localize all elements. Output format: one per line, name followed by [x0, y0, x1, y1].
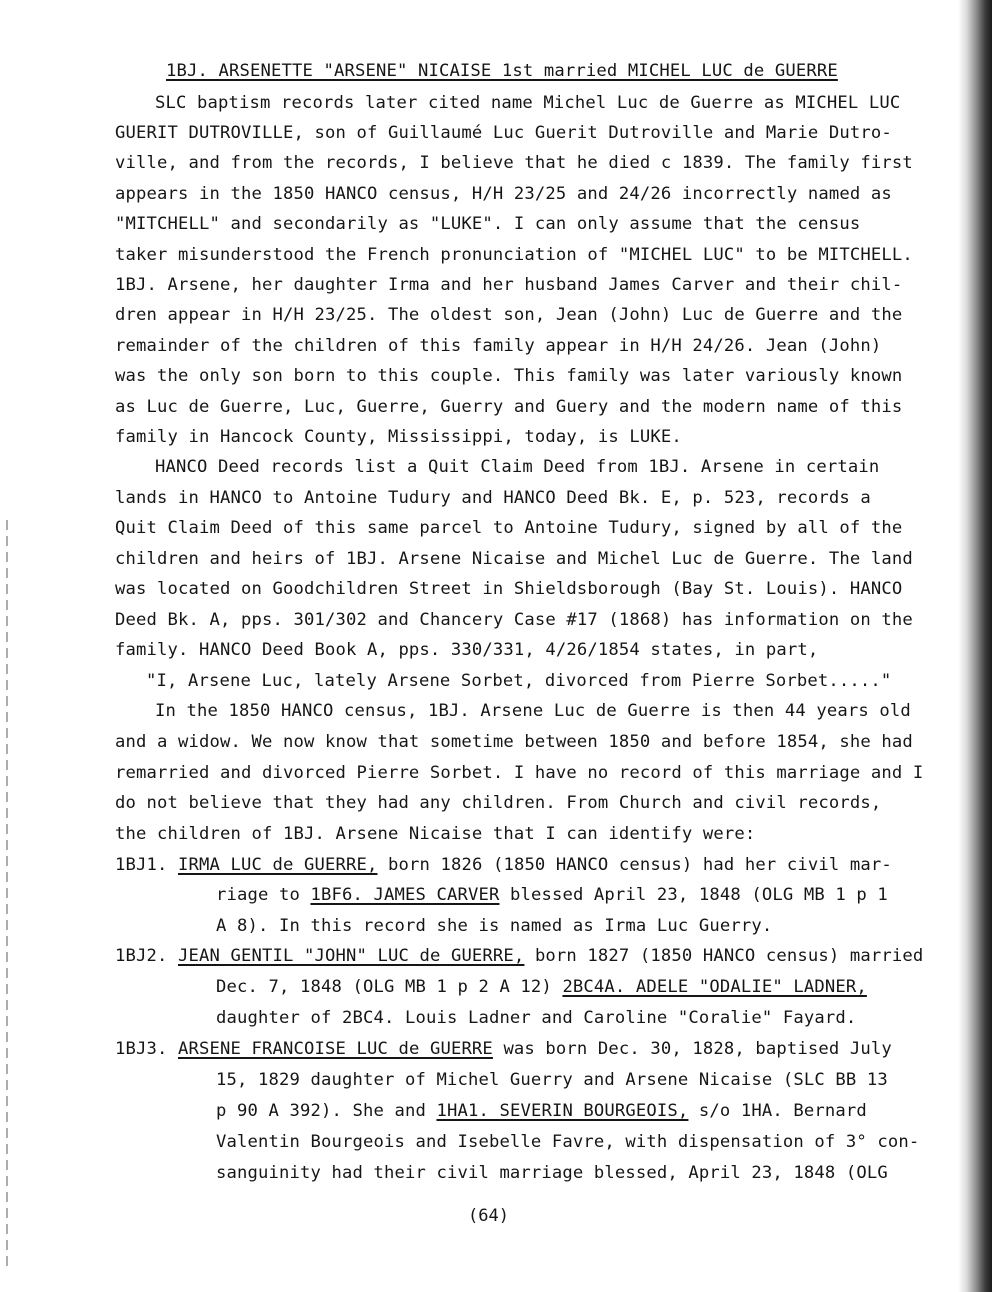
entry-text: riage to: [216, 885, 300, 905]
paragraph-line: as Luc de Guerre, Luc, Guerre, Guerry and Guery and the modern name of this: [115, 397, 903, 417]
paragraph-line: remarried and divorced Pierre Sorbet. I have no record of this marriage and I: [115, 763, 924, 783]
entry-name: JEAN GENTIL "JOHN" LUC de GUERRE,: [178, 946, 525, 966]
paragraph-line: the children of 1BJ. Arsene Nicaise that I can identify were:: [115, 824, 756, 844]
entry-text: born 1826 (1850 HANCO census) had her civil mar-: [387, 855, 892, 875]
entry-text: was born Dec. 30, 1828, baptised July: [503, 1039, 892, 1059]
entry-text: p 90 A 392). She and: [216, 1101, 426, 1121]
entry-id: 1BJ2.: [115, 946, 168, 966]
paragraph-line: and a widow. We now know that sometime between 1850 and before 1854, she had: [115, 732, 913, 752]
page-heading: 1BJ. ARSENETTE "ARSENE" NICAISE 1st married MICHEL LUC de GUERRE: [166, 61, 838, 81]
entry-1bj2-line: daughter of 2BC4. Louis Ladner and Caroline "Coralie" Fayard.: [216, 1008, 857, 1028]
entry-1bj3-line: 15, 1829 daughter of Michel Guerry and Arsene Nicaise (SLC BB 13: [216, 1070, 888, 1090]
scan-edge-shadow: [958, 0, 992, 1292]
page-number: (64): [468, 1206, 509, 1226]
paragraph-line: do not believe that they had any children. From Church and civil records,: [115, 793, 882, 813]
entry-1bj3-line: [216, 1100, 867, 1122]
entry-spouse: 1HA1. SEVERIN BOURGEOIS,: [436, 1101, 689, 1121]
entry-1bj2-line: [216, 976, 867, 998]
entry-1bj3-line: sanguinity had their civil marriage blessed, April 23, 1848 (OLG: [216, 1163, 888, 1183]
entry-text: born 1827 (1850 HANCO census) married: [534, 946, 924, 966]
paragraph-line: remainder of the children of this family appear in H/H 24/26. Jean (John): [115, 336, 882, 356]
paragraph-line: 1BJ. Arsene, her daughter Irma and her husband James Carver and their chil-: [115, 275, 903, 295]
paragraph-line: taker misunderstood the French pronunciation of "MICHEL LUC" to be MITCHELL.: [115, 245, 913, 265]
entry-spouse: 2BC4A. ADELE "ODALIE" LADNER,: [562, 977, 867, 997]
paragraph-line: family in Hancock County, Mississippi, today, is LUKE.: [115, 427, 682, 447]
entry-text: Dec. 7, 1848 (OLG MB 1 p 2 A 12): [216, 977, 552, 997]
entry-name: ARSENE FRANCOISE LUC de GUERRE: [178, 1039, 493, 1059]
entry-1bj1-line: A 8). In this record she is named as Irma Luc Guerry.: [216, 916, 773, 936]
entry-name: IRMA LUC de GUERRE,: [178, 855, 378, 875]
entry-id: 1BJ1.: [115, 855, 168, 875]
entry-id: 1BJ3.: [115, 1039, 168, 1059]
entry-1bj3-line: Valentin Bourgeois and Isebelle Favre, with dispensation of 3° con-: [216, 1132, 920, 1152]
paragraph-line: children and heirs of 1BJ. Arsene Nicaise and Michel Luc de Guerre. The land: [115, 549, 913, 569]
entry-spouse: 1BF6. JAMES CARVER: [310, 885, 500, 905]
entry-text: blessed April 23, 1848 (OLG MB 1 p 1: [509, 885, 888, 905]
paragraph-line: dren appear in H/H 23/25. The oldest son, Jean (John) Luc de Guerre and the: [115, 305, 903, 325]
paragraph-line: appears in the 1850 HANCO census, H/H 23/25 and 24/26 incorrectly named as: [115, 184, 892, 204]
paragraph-line: Deed Bk. A, pps. 301/302 and Chancery Case #17 (1868) has information on the: [115, 610, 913, 630]
entry-text: s/o 1HA. Bernard: [698, 1101, 867, 1121]
quoted-line: "I, Arsene Luc, lately Arsene Sorbet, divorced from Pierre Sorbet.....": [146, 671, 892, 691]
entry-1bj1-line: [216, 884, 888, 906]
paragraph-line: "MITCHELL" and secondarily as "LUKE". I can only assume that the census: [115, 214, 861, 234]
scan-edge-mark: [6, 520, 8, 1270]
entry-1bj2-line: [115, 945, 923, 967]
paragraph-line: Quit Claim Deed of this same parcel to Antoine Tudury, signed by all of the: [115, 518, 903, 538]
paragraph-line: In the 1850 HANCO census, 1BJ. Arsene Luc de Guerre is then 44 years old: [155, 701, 911, 721]
entry-1bj1-line: [115, 854, 892, 876]
paragraph-line: family. HANCO Deed Book A, pps. 330/331, 4/26/1854 states, in part,: [115, 640, 819, 660]
entry-1bj3-line: [115, 1038, 892, 1060]
paragraph-line: was the only son born to this couple. This family was later variously known: [115, 366, 903, 386]
paragraph-line: lands in HANCO to Antoine Tudury and HANCO Deed Bk. E, p. 523, records a: [115, 488, 871, 508]
paragraph-line: ville, and from the records, I believe that he died c 1839. The family first: [115, 153, 913, 173]
paragraph-line: SLC baptism records later cited name Michel Luc de Guerre as MICHEL LUC: [155, 93, 901, 113]
paragraph-line: GUERIT DUTROVILLE, son of Guillaumé Luc Guerit Dutroville and Marie Dutro-: [115, 123, 892, 143]
paragraph-line: HANCO Deed records list a Quit Claim Deed from 1BJ. Arsene in certain: [155, 457, 880, 477]
paragraph-line: was located on Goodchildren Street in Shieldsborough (Bay St. Louis). HANCO: [115, 579, 903, 599]
